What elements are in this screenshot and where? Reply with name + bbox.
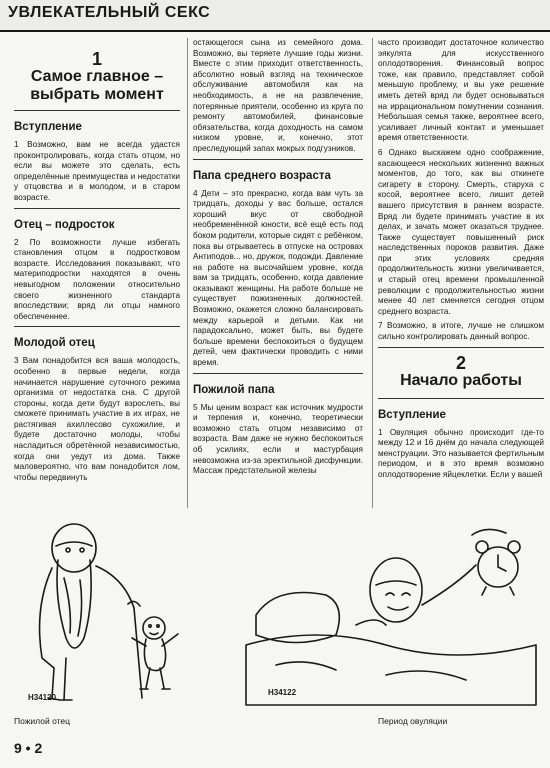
section-rule [14, 326, 180, 327]
section-rule [378, 398, 544, 399]
section-rule [193, 373, 363, 374]
section-rule [378, 347, 544, 348]
section-heading: Пожилой папа [193, 383, 275, 396]
column-divider [372, 38, 373, 508]
column-2 [193, 38, 363, 500]
section-heading: Папа среднего возраста [193, 169, 331, 182]
chapter-title: Начало работы [400, 371, 522, 389]
section-rule [14, 208, 180, 209]
chapter-title-line: выбрать момент [30, 86, 164, 103]
column-divider [187, 38, 188, 508]
paragraph: 2 По возможности лучше избегать становления отцом в подростковом возрасте. Исследования показывают, что материподростки находятся в очень невыгодном положении относительно своего жизненного стандарта впоследствии; вряд ли отцы намного обеспеченнее. [14, 237, 180, 321]
section-heading: Молодой отец [14, 337, 95, 350]
header-rule [0, 30, 550, 32]
paragraph: 3 Вам понадобится вся ваша молодость, особенно в первые недели, когда начинается нарушение суточного режима организма от недостатка сна. С другой стороны, когда дети будут взрослеть, вы сможете принимать участие в их играх, не растягивая ахиллесово сухожилие, и будете достаточно молоды, чтобы насладиться обретённой независимостью, когда они уедут из дома. Также маловероятно, что вам понадобится лом, чтобы передвинуть [14, 356, 180, 482]
figure-code: H34122 [268, 688, 297, 697]
running-header [0, 0, 550, 30]
section-rule [14, 110, 180, 111]
section-heading: Отец – подросток [14, 218, 115, 231]
paragraph: 6 Однако выскажем одно соображение, касающееся нескольких жизненно важных моментов, до того, как вы откинете сигарету в сторону. Смерть, старуха с косой, вероятнее всего, лишит детей вашего присутствия в раннем возрасте. Вряд ли будете принимать участие в их делах, и зачать может оказаться труднее. Также существует повышенный риск наследственных пороков развития. Даже при этих условиях средняя продолжительность жизни увеличивается, и старый отец времени промышленной революции с продолжительностью жизни менее 40 лет сменяется сегодня отцом среднего возраста. [378, 147, 544, 316]
section-rule [193, 159, 363, 160]
section-heading: Вступление [378, 408, 446, 421]
column-3 [378, 38, 544, 538]
paragraph: 1 Овуляция обычно происходит где-то между 12 и 16 днём до начала следующей менструации. Это называется фертильным периодом, и в это время возможно оплодотворение яйцеклетки. Если у вашей [378, 427, 544, 479]
figure-code: H34120 [28, 693, 57, 702]
paragraph: 5 Мы ценим возраст как источник мудрости и терпения и, конечно, теоретически возможно стать отцом независимо от возраста. Вам даже не нужно беспокоиться об усилиях, если и мастурбация невозможна из-за эректильной дисфункции. Массаж предстательной железы [193, 402, 363, 476]
chapter-title-line: Самое главное – [30, 68, 164, 85]
column-1 [14, 38, 180, 500]
elderly-father-illustration [14, 508, 194, 708]
section-heading: Вступление [14, 121, 82, 133]
page-number: 9 • 2 [14, 740, 43, 756]
figure-caption: Пожилой отец [14, 716, 71, 726]
paragraph: часто производит достаточное количество эякулята для искусственного оплодотворения. Финансовый вопрос тоже, как правило, представляет собой меньшую проблему, и вы уже решение иметь детей вряд ли будет основываться на иррациональном помутнении сознания. Небольшая семья также, вероятнее всего, усиливает личный контакт и уменьшает время ответственности. [378, 38, 544, 143]
figure-caption: Период овуляции [378, 716, 448, 726]
ovulation-period-illustration [236, 525, 542, 710]
chapter-number: 2 [455, 352, 466, 373]
chapter-number: 1 [91, 49, 102, 69]
paragraph: 4 Дети – это прекрасно, когда вам чуть за тридцать, доходы у вас больше, остался хороший вкус от свободной необременённой юности, всё ещё есть под боком родители, которые сидят с ребёнком, пока вы отрываетесь в отпуске на островах Антиподов... но, дружок, подожди. Давление на работе на высочайшем уровне, когда вам за тридцать, особенно, когда давление оказывают женщины. На работе больше не существует пожизненных должностей. Возможно, окажется сложно балансировать между карьерой и детьми. Как ни парадоксально, может быть, вы будете больше времени беспокоиться о будущем детей, чем фактически проводить с ними время. [193, 188, 363, 368]
chapter-title [14, 68, 180, 104]
paragraph: 1 Возможно, вам не всегда удастся проконтролировать, когда стать отцом, но если вы можете это сделать, есть определённые преимущества и недостатки у отцовства и в молодом, и в старом возрасте. [14, 140, 180, 202]
paragraph: остающегося сына из семейного дома. Возможно, вы теряете лучшие годы жизни. Вместе с этим приходит ответственность, абсолютно новый взгляд на техническое обслуживание автомобиля как на необходимость, а не на развлечение, потерянные приятели, особенно из круга по ремонту автомобилей, финансовые обязательства, когда доходность на самом низком уровне, и, конечно, этот преследующий запах мокрых подгузников. [193, 38, 363, 153]
running-header-title: УВЛЕКАТЕЛЬНЫЙ СЕКС [8, 4, 211, 21]
paragraph: 7 Возможно, в итоге, лучше не слишком сильно контролировать данный вопрос. [378, 321, 544, 342]
